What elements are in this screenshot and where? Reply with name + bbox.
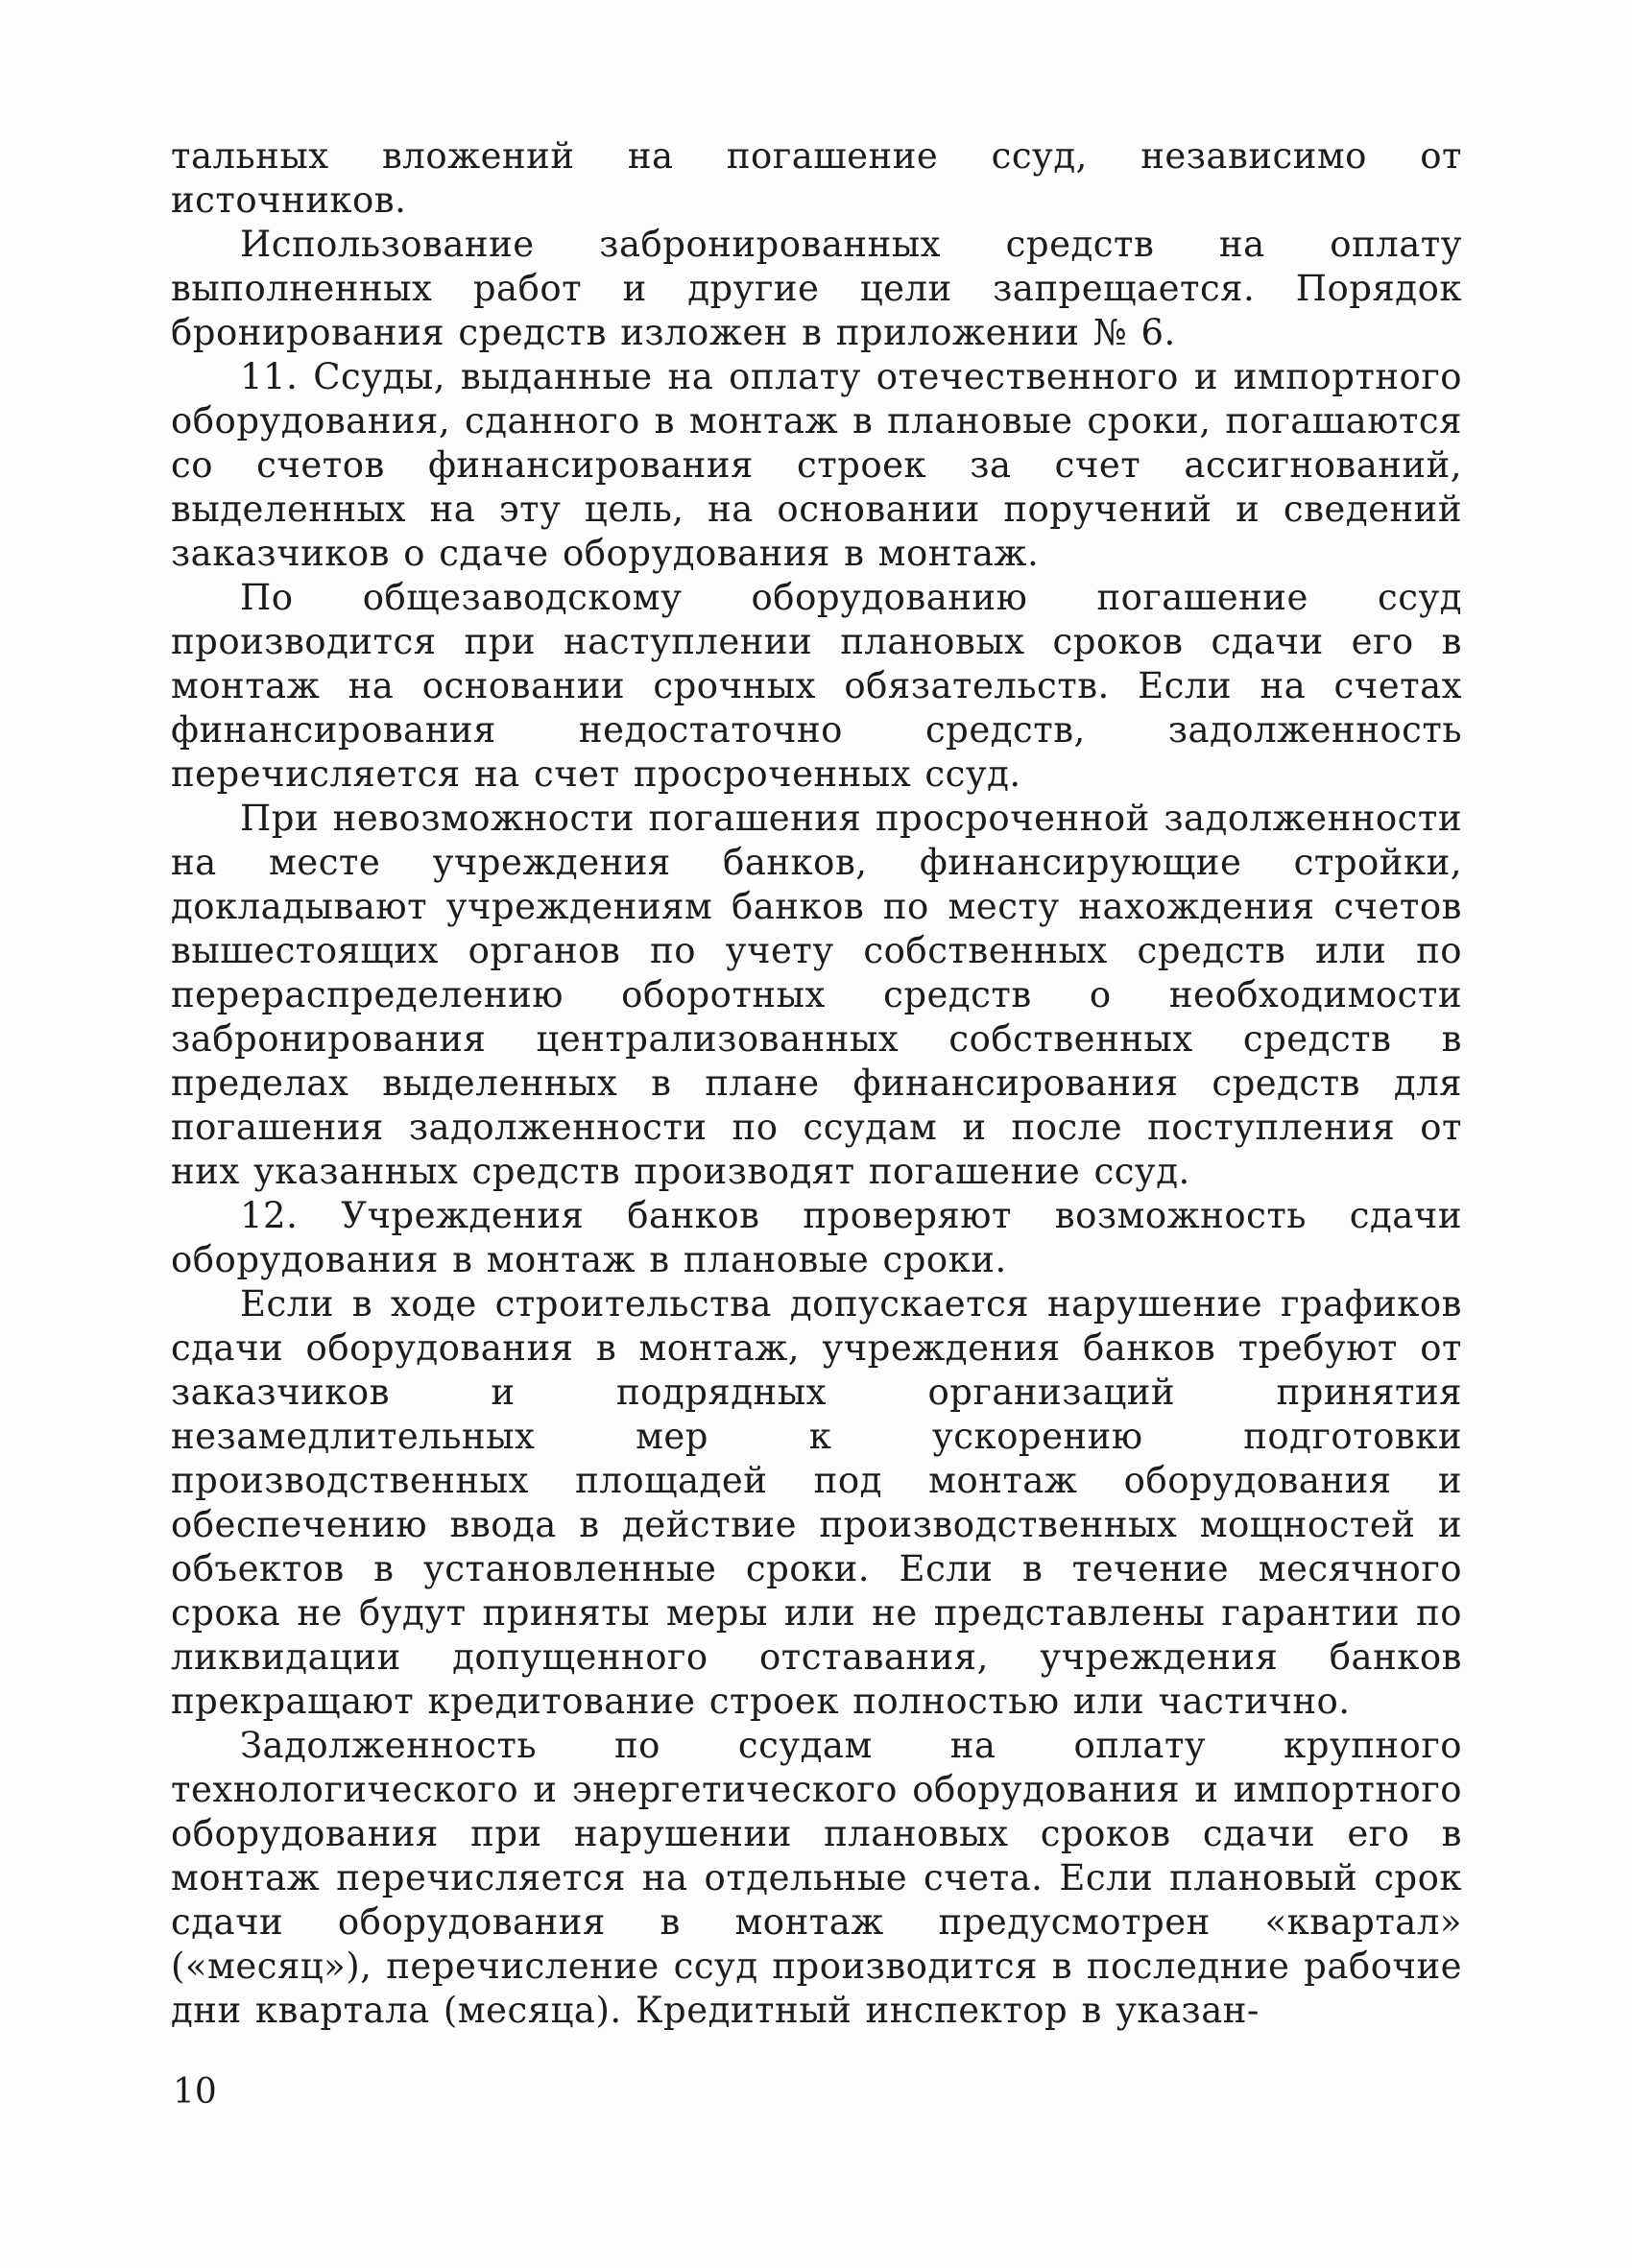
paragraph-section-12: 12. Учреждения банков проверяют возможность сдачи оборудования в монтаж в плановые сроки.: [171, 1195, 1462, 1280]
page-number: 10: [173, 2072, 217, 2112]
paragraph-general-plant-equipment: По общезаводскому оборудованию погашение ссуд производится при наступлении плановых сроков сдачи его в монтаж на основании срочных обязательств. Если на счетах финансирования недостаточно средств, задолженность перечисляется на счет просроченных ссуд.: [171, 577, 1462, 795]
paragraph-continuation: тальных вложений на погашение ссуд, независимо от источников.: [171, 135, 1462, 221]
paragraph-reservation-use: Использование забронированных средств на оплату выполненных работ и другие цели запрещается. Порядок бронирования средств изложен в приложении № 6.: [171, 224, 1462, 353]
paragraph-section-11: 11. Ссуды, выданные на оплату отечественного и импортного оборудования, сданного в монтаж в плановые сроки, погашаются со счетов финансирования строек за счет ассигнований, выделенных на эту цель, на основании поручений и сведений заказчиков о сдаче оборудования в монтаж.: [171, 356, 1462, 574]
paragraph-overdue-debt: При невозможности погашения просроченной задолженности на месте учреждения банков, финансирующие стройки, докладывают учреждениям банков по месту нахождения счетов вышестоящих органов по учету собственных средств или по перераспределению оборотных средств о необходимости забронирования централизованных собственных средств в пределах выделенных в плане финансирования средств для погашения задолженности по ссудам и после поступления от них указанных средств производят погашение ссуд.: [171, 798, 1462, 1192]
paragraph-schedule-violation: Если в ходе строительства допускается нарушение графиков сдачи оборудования в монтаж, учреждения банков требуют от заказчиков и подрядных организаций принятия незамедлительных мер к ускорению подготовки производственных площадей под монтаж оборудования и обеспечению ввода в действие производственных мощностей и объектов в установленные сроки. Если в течение месячного срока не будут приняты меры или не представлены гарантии по ликвидации допущенного отставания, учреждения банков прекращают кредитование строек полностью или частично.: [171, 1283, 1462, 1722]
paragraph-debt-transfer: Задолженность по ссудам на оплату крупного технологического и энергетического оборудования и импортного оборудования при нарушении плановых сроков сдачи его в монтаж перечисляется на отдельные счета. Если плановый срок сдачи оборудования в монтаж предусмотрен «квартал» («месяц»), перечисление ссуд производится в последние рабочие дни квартала (месяца). Кредитный инспектор в указан-: [171, 1725, 1462, 2031]
body-text: [171, 134, 1462, 2033]
